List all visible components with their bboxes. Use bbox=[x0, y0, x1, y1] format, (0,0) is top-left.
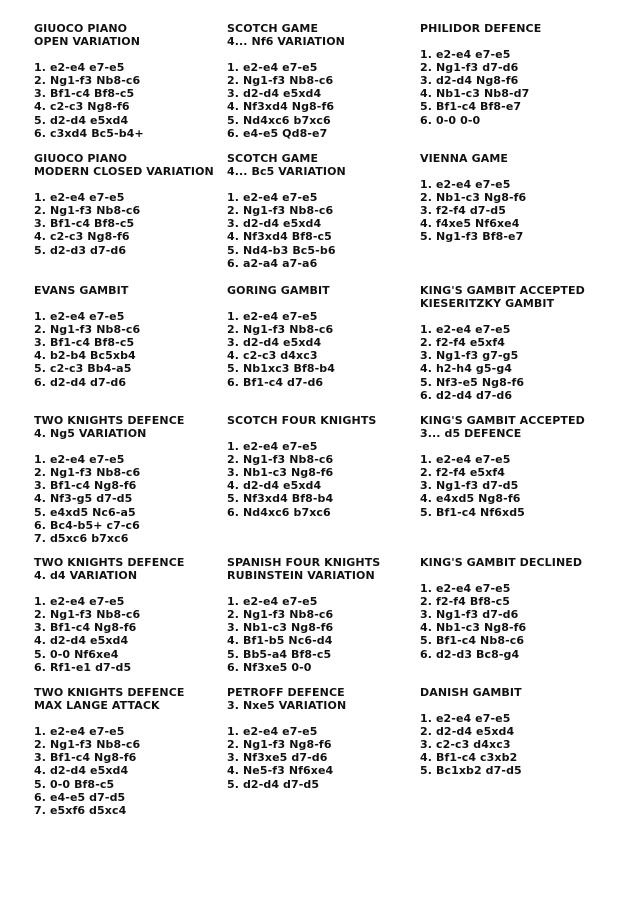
move-line: 1. e2-e4 e7-e5 bbox=[227, 595, 318, 609]
opening-block bbox=[420, 556, 620, 661]
move-line: 7. e5xf6 d5xc4 bbox=[34, 803, 127, 817]
title-spacer bbox=[420, 699, 620, 712]
opening-title: EVANS GAMBIT bbox=[34, 284, 129, 297]
opening-variation: 4... Bc5 VARIATION bbox=[227, 165, 346, 179]
move-line: 2. f2-f4 e5xf4 bbox=[420, 336, 505, 350]
move-line: 5. 0-0 Nf6xe4 bbox=[34, 647, 119, 661]
opening-block bbox=[34, 686, 234, 817]
opening-title: DANISH GAMBIT bbox=[420, 686, 522, 699]
move-line: 5. Nf3-e5 Ng8-f6 bbox=[420, 375, 525, 389]
move-line: 3. Ng1-f3 d7-d5 bbox=[420, 479, 519, 493]
move-line: 3. Bf1-c4 Ng8-f6 bbox=[34, 751, 137, 765]
title-spacer bbox=[34, 440, 234, 453]
opening-block bbox=[420, 414, 620, 519]
move-line: 5. e4xd5 Nc6-a5 bbox=[34, 505, 136, 519]
move-line: 1. e2-e4 e7-e5 bbox=[420, 48, 511, 62]
title-spacer bbox=[227, 178, 427, 191]
move-line: 6. Bc4-b5+ c7-c6 bbox=[34, 518, 140, 532]
move-line: 4. Nf3xd4 Ng8-f6 bbox=[227, 100, 335, 114]
opening-title: TWO KNIGHTS DEFENCE bbox=[34, 556, 185, 569]
opening-title: PHILIDOR DEFENCE bbox=[420, 22, 542, 35]
move-line: 1. e2-e4 e7-e5 bbox=[227, 191, 318, 205]
opening-block bbox=[34, 22, 234, 140]
move-line: 6. e4-e5 Qd8-e7 bbox=[227, 126, 328, 140]
move-line: 5. 0-0 Bf8-c5 bbox=[34, 777, 115, 791]
opening-block bbox=[227, 22, 427, 140]
move-line: 1. e2-e4 e7-e5 bbox=[420, 582, 511, 596]
title-spacer bbox=[34, 297, 234, 310]
opening-variation: OPEN VARIATION bbox=[34, 35, 141, 49]
move-line: 6. e4-e5 d7-d5 bbox=[34, 790, 126, 804]
move-line: 2. Ng1-f3 Nb8-c6 bbox=[34, 608, 141, 622]
move-line: 6. Nf3xe5 0-0 bbox=[227, 660, 312, 674]
move-line: 6. 0-0 0-0 bbox=[420, 113, 481, 127]
move-line: 5. Bb5-a4 Bf8-c5 bbox=[227, 647, 332, 661]
move-line: 2. Ng1-f3 Ng8-f6 bbox=[227, 738, 332, 752]
move-line: 2. Ng1-f3 Nb8-c6 bbox=[227, 323, 334, 337]
move-line: 4. Bf1-c4 c3xb2 bbox=[420, 751, 518, 765]
opening-variation: KIESERITZKY GAMBIT bbox=[420, 297, 555, 311]
opening-block bbox=[420, 284, 620, 402]
move-line: 4. Nf3-g5 d7-d5 bbox=[34, 492, 133, 506]
move-line: 1. e2-e4 e7-e5 bbox=[34, 725, 125, 739]
move-line: 2. Ng1-f3 Nb8-c6 bbox=[34, 74, 141, 88]
move-line: 2. Ng1-f3 Nb8-c6 bbox=[227, 453, 334, 467]
opening-variation: 4. d4 VARIATION bbox=[34, 569, 138, 583]
move-line: 3. c2-c3 d4xc3 bbox=[420, 738, 511, 752]
opening-variation: RUBINSTEIN VARIATION bbox=[227, 569, 375, 583]
title-spacer bbox=[420, 569, 620, 582]
opening-block bbox=[227, 284, 427, 389]
move-line: 4. Nf3xd4 Bf8-c5 bbox=[227, 230, 332, 244]
move-line: 5. d2-d4 e5xd4 bbox=[34, 113, 129, 127]
move-line: 6. a2-a4 a7-a6 bbox=[227, 256, 318, 270]
opening-block bbox=[227, 152, 427, 270]
opening-title: GORING GAMBIT bbox=[227, 284, 330, 297]
opening-title: TWO KNIGHTS DEFENCE bbox=[34, 414, 185, 427]
move-line: 2. Nb1-c3 Ng8-f6 bbox=[420, 191, 527, 205]
move-line: 5. d2-d4 d7-d5 bbox=[227, 777, 320, 791]
move-line: 4. e4xd5 Ng8-f6 bbox=[420, 492, 521, 506]
move-line: 5. Bf1-c4 Nf6xd5 bbox=[420, 505, 525, 519]
move-line: 1. e2-e4 e7-e5 bbox=[34, 61, 125, 75]
move-line: 2. Ng1-f3 Nb8-c6 bbox=[227, 608, 334, 622]
title-spacer bbox=[227, 427, 427, 440]
opening-variation: MAX LANGE ATTACK bbox=[34, 699, 160, 713]
move-line: 2. Ng1-f3 Nb8-c6 bbox=[34, 466, 141, 480]
opening-block bbox=[227, 414, 427, 519]
title-spacer bbox=[227, 582, 427, 595]
opening-title: KING'S GAMBIT ACCEPTED bbox=[420, 414, 585, 427]
opening-block bbox=[34, 556, 234, 674]
move-line: 4. Ne5-f3 Nf6xe4 bbox=[227, 764, 334, 778]
move-line: 4. Bf1-b5 Nc6-d4 bbox=[227, 634, 333, 648]
move-line: 1. e2-e4 e7-e5 bbox=[420, 453, 511, 467]
opening-block bbox=[420, 22, 620, 127]
move-line: 6. Nd4xc6 b7xc6 bbox=[227, 505, 331, 519]
move-line: 4. c2-c3 Ng8-f6 bbox=[34, 100, 130, 114]
title-spacer bbox=[227, 48, 427, 61]
move-line: 6. Bf1-c4 d7-d6 bbox=[227, 375, 324, 389]
move-line: 3. d2-d4 Ng8-f6 bbox=[420, 74, 519, 88]
move-line: 1. e2-e4 e7-e5 bbox=[227, 61, 318, 75]
title-spacer bbox=[34, 582, 234, 595]
move-line: 3. Ng1-f3 d7-d6 bbox=[420, 608, 519, 622]
opening-block bbox=[227, 556, 427, 674]
move-line: 2. Ng1-f3 Nb8-c6 bbox=[227, 204, 334, 218]
move-line: 4. f4xe5 Nf6xe4 bbox=[420, 217, 520, 231]
opening-title: KING'S GAMBIT ACCEPTED bbox=[420, 284, 585, 297]
move-line: 4. d2-d4 e5xd4 bbox=[34, 764, 129, 778]
move-line: 2. f2-f4 Bf8-c5 bbox=[420, 595, 510, 609]
opening-title: SPANISH FOUR KNIGHTS bbox=[227, 556, 381, 569]
opening-title: SCOTCH FOUR KNIGHTS bbox=[227, 414, 377, 427]
opening-block bbox=[227, 686, 427, 791]
move-line: 2. f2-f4 e5xf4 bbox=[420, 466, 505, 480]
title-spacer bbox=[227, 297, 427, 310]
move-line: 3. Nb1-c3 Ng8-f6 bbox=[227, 621, 334, 635]
move-line: 1. e2-e4 e7-e5 bbox=[34, 310, 125, 324]
opening-variation: 4... Nf6 VARIATION bbox=[227, 35, 345, 49]
move-line: 4. h2-h4 g5-g4 bbox=[420, 362, 513, 376]
opening-block bbox=[34, 284, 234, 389]
move-line: 3. Bf1-c4 Bf8-c5 bbox=[34, 336, 135, 350]
move-line: 1. e2-e4 e7-e5 bbox=[34, 191, 125, 205]
title-spacer bbox=[420, 440, 620, 453]
move-line: 3. Bf1-c4 Bf8-c5 bbox=[34, 217, 135, 231]
move-line: 5. c2-c3 Bb4-a5 bbox=[34, 362, 132, 376]
opening-variation: 4. Ng5 VARIATION bbox=[34, 427, 147, 441]
move-line: 3. Nb1-c3 Ng8-f6 bbox=[227, 466, 334, 480]
move-line: 6. Rf1-e1 d7-d5 bbox=[34, 660, 132, 674]
opening-title: VIENNA GAME bbox=[420, 152, 508, 165]
move-line: 1. e2-e4 e7-e5 bbox=[420, 178, 511, 192]
move-line: 3. Nf3xe5 d7-d6 bbox=[227, 751, 328, 765]
opening-title: PETROFF DEFENCE bbox=[227, 686, 345, 699]
move-line: 3. Bf1-c4 Ng8-f6 bbox=[34, 479, 137, 493]
opening-title: KING'S GAMBIT DECLINED bbox=[420, 556, 583, 569]
opening-variation: 3... d5 DEFENCE bbox=[420, 427, 522, 441]
move-line: 2. d2-d4 e5xd4 bbox=[420, 725, 515, 739]
move-line: 3. Ng1-f3 g7-g5 bbox=[420, 349, 519, 363]
move-line: 3. d2-d4 e5xd4 bbox=[227, 87, 322, 101]
title-spacer bbox=[420, 35, 620, 48]
move-line: 7. d5xc6 b7xc6 bbox=[34, 531, 129, 545]
move-line: 3. d2-d4 e5xd4 bbox=[227, 336, 322, 350]
move-line: 5. Nb1xc3 Bf8-b4 bbox=[227, 362, 336, 376]
opening-block bbox=[34, 414, 234, 545]
move-line: 2. Ng1-f3 Nb8-c6 bbox=[227, 74, 334, 88]
title-spacer bbox=[34, 48, 234, 61]
move-line: 4. d2-d4 e5xd4 bbox=[34, 634, 129, 648]
opening-block bbox=[420, 686, 620, 778]
move-line: 5. Ng1-f3 Bf8-e7 bbox=[420, 230, 524, 244]
move-line: 5. Nd4xc6 b7xc6 bbox=[227, 113, 331, 127]
opening-variation: 3. Nxe5 VARIATION bbox=[227, 699, 347, 713]
move-line: 5. Bf1-c4 Bf8-e7 bbox=[420, 100, 522, 114]
move-line: 1. e2-e4 e7-e5 bbox=[227, 440, 318, 454]
title-spacer bbox=[420, 310, 620, 323]
move-line: 1. e2-e4 e7-e5 bbox=[227, 725, 318, 739]
move-line: 6. d2-d4 d7-d6 bbox=[34, 375, 127, 389]
opening-title: TWO KNIGHTS DEFENCE bbox=[34, 686, 185, 699]
move-line: 3. d2-d4 e5xd4 bbox=[227, 217, 322, 231]
opening-block bbox=[420, 152, 620, 244]
opening-title: GIUOCO PIANO bbox=[34, 152, 128, 165]
move-line: 4. b2-b4 Bc5xb4 bbox=[34, 349, 136, 363]
opening-block bbox=[34, 152, 234, 257]
move-line: 2. Ng1-f3 Nb8-c6 bbox=[34, 204, 141, 218]
move-line: 5. Nf3xd4 Bf8-b4 bbox=[227, 492, 334, 506]
move-line: 1. e2-e4 e7-e5 bbox=[420, 323, 511, 337]
move-line: 5. Bc1xb2 d7-d5 bbox=[420, 764, 522, 778]
move-line: 1. e2-e4 e7-e5 bbox=[227, 310, 318, 324]
opening-variation: MODERN CLOSED VARIATION bbox=[34, 165, 214, 179]
move-line: 6. c3xd4 Bc5-b4+ bbox=[34, 126, 144, 140]
move-line: 1. e2-e4 e7-e5 bbox=[34, 595, 125, 609]
move-line: 2. Ng1-f3 Nb8-c6 bbox=[34, 738, 141, 752]
move-line: 3. f2-f4 d7-d5 bbox=[420, 204, 506, 218]
move-line: 4. c2-c3 d4xc3 bbox=[227, 349, 318, 363]
move-line: 4. d2-d4 e5xd4 bbox=[227, 479, 322, 493]
move-line: 5. Nd4-b3 Bc5-b6 bbox=[227, 243, 336, 257]
move-line: 4. Nb1-c3 Ng8-f6 bbox=[420, 621, 527, 635]
move-line: 3. Bf1-c4 Bf8-c5 bbox=[34, 87, 135, 101]
move-line: 6. d2-d3 Bc8-g4 bbox=[420, 647, 520, 661]
move-line: 2. Ng1-f3 d7-d6 bbox=[420, 61, 519, 75]
move-line: 3. Bf1-c4 Ng8-f6 bbox=[34, 621, 137, 635]
title-spacer bbox=[34, 178, 234, 191]
move-line: 1. e2-e4 e7-e5 bbox=[34, 453, 125, 467]
move-line: 4. Nb1-c3 Nb8-d7 bbox=[420, 87, 530, 101]
opening-title: SCOTCH GAME bbox=[227, 152, 319, 165]
title-spacer bbox=[34, 712, 234, 725]
opening-title: SCOTCH GAME bbox=[227, 22, 319, 35]
move-line: 5. d2-d3 d7-d6 bbox=[34, 243, 127, 257]
move-line: 1. e2-e4 e7-e5 bbox=[420, 712, 511, 726]
move-line: 2. Ng1-f3 Nb8-c6 bbox=[34, 323, 141, 337]
title-spacer bbox=[227, 712, 427, 725]
move-line: 5. Bf1-c4 Nb8-c6 bbox=[420, 634, 525, 648]
title-spacer bbox=[420, 165, 620, 178]
move-line: 4. c2-c3 Ng8-f6 bbox=[34, 230, 130, 244]
move-line: 6. d2-d4 d7-d6 bbox=[420, 388, 513, 402]
opening-title: GIUOCO PIANO bbox=[34, 22, 128, 35]
